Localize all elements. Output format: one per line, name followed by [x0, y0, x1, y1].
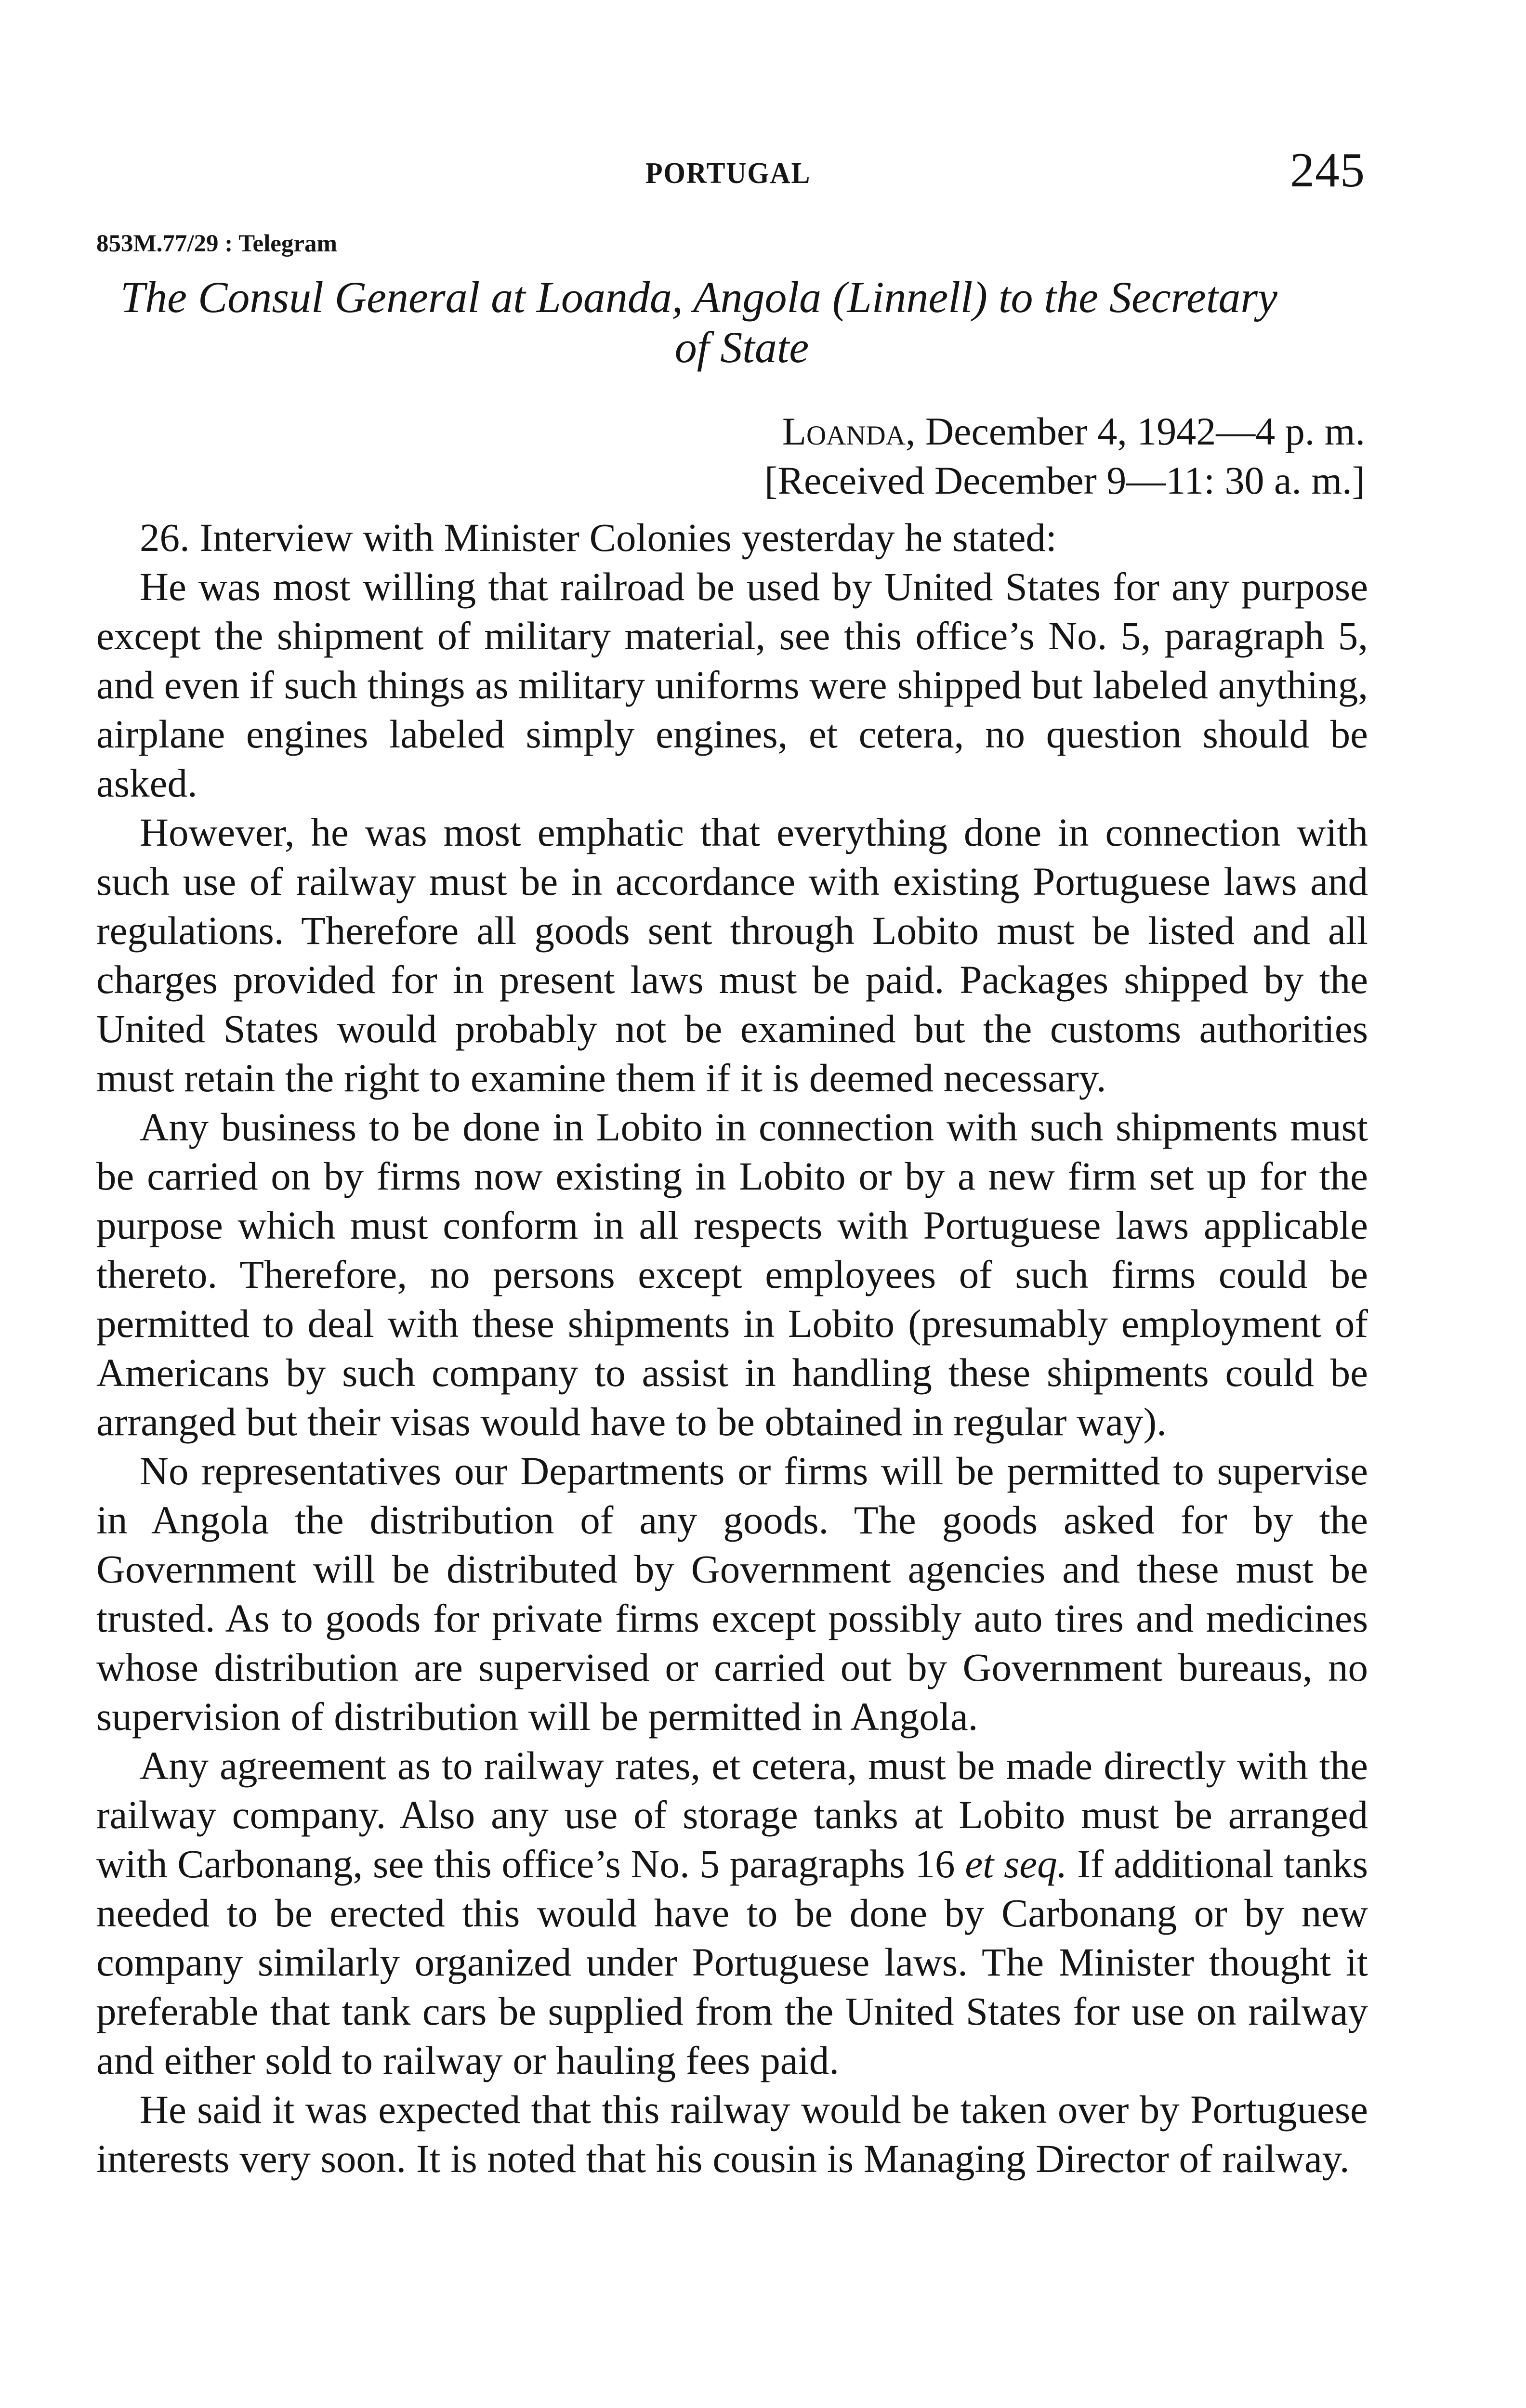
dateline-received: [Received December 9—11: 30 a. m.]: [764, 458, 1365, 502]
document-title: [120, 272, 1344, 372]
paragraph-7: He said it was expected that this railway would be taken over by Portuguese interests very soon. It is noted that his cousin is Managing Director of railway.: [96, 2087, 1368, 2181]
paragraph-4: Any business to be done in Lobito in connection with such shipments must be carried on by firms now existing in Lobito or by a new firm set up for the purpose which must conform in all respects with Portuguese laws applicable thereto. Therefore, no persons except employees of such firms could be permitted to deal with these shipments in Lobito (presumably employment of Americans by such company to assist in handling these shipments could be arranged but their visas would have to be obtained in regular way).: [96, 1105, 1368, 1444]
dateline: [691, 407, 1365, 505]
running-header: [96, 142, 1368, 195]
paragraph-6-part-1: Any agreement as to railway rates, et cetera, must be made directly with the railway company. Also any use of storage tanks at Lobito must be arranged with Carbonang, see this office’s No. 5 paragraphs 16: [96, 1743, 1368, 1886]
dateline-sent: [691, 407, 1365, 456]
paragraph-5: No representatives our Departments or firms will be permitted to supervise in Angola the distribution of any goods. The goods asked for by the Government will be distributed by Government agencies and these must be trusted. As to goods for private firms except possibly auto tires and medicines whose distribution are supervised or carried out by Government bureaus, no supervision of distribution will be permitted in Angola.: [96, 1449, 1368, 1739]
document-title-line-2: of State: [674, 323, 809, 372]
document-page: [96, 123, 1368, 2396]
paragraph-1: 26. Interview with Minister Colonies yesterday he stated:: [140, 515, 1057, 560]
paragraph-6: [96, 1741, 1368, 2085]
paragraph-3: However, he was most emphatic that everything done in connection with such use of railway must be in accordance with existing Portuguese laws and regulations. Therefore all goods sent through Lobito must be listed and all charges provided for in present laws must be paid. Packages shipped by the United States would probably not be examined but the customs authorities must retain the right to examine them if it is deemed necessary.: [96, 810, 1368, 1100]
running-title: PORTUGAL: [645, 157, 811, 190]
dateline-date-time: , December 4, 1942—4 p. m.: [905, 409, 1365, 453]
paragraph-2: He was most willing that railroad be used by United States for any purpose except the shipment of military material, see this office’s No. 5, paragraph 5, and even if such things as military uniforms were shipped but labeled anything, airplane engines labeled simply engines, et cetera, no question should be asked.: [96, 564, 1368, 805]
dateline-place: Loanda: [782, 409, 906, 453]
file-reference: 853M.77/29 : Telegram: [96, 230, 338, 257]
paragraph-6-part-2: If additional tanks needed to be erected this would have to be done by Carbonang or by new company similarly organized under Portuguese laws. The Minister thought it preferable that tank cars be supplied from the United States for use on railway and either sold to railway or hauling fees paid.: [96, 1842, 1368, 2082]
paragraph-6-italic: et seq.: [965, 1842, 1067, 1886]
document-title-line-1: The Consul General at Loanda, Angola (Linnell) to the Secretary: [120, 273, 1278, 322]
telegram-body: [96, 513, 1368, 2183]
page-number: 245: [1290, 143, 1365, 197]
